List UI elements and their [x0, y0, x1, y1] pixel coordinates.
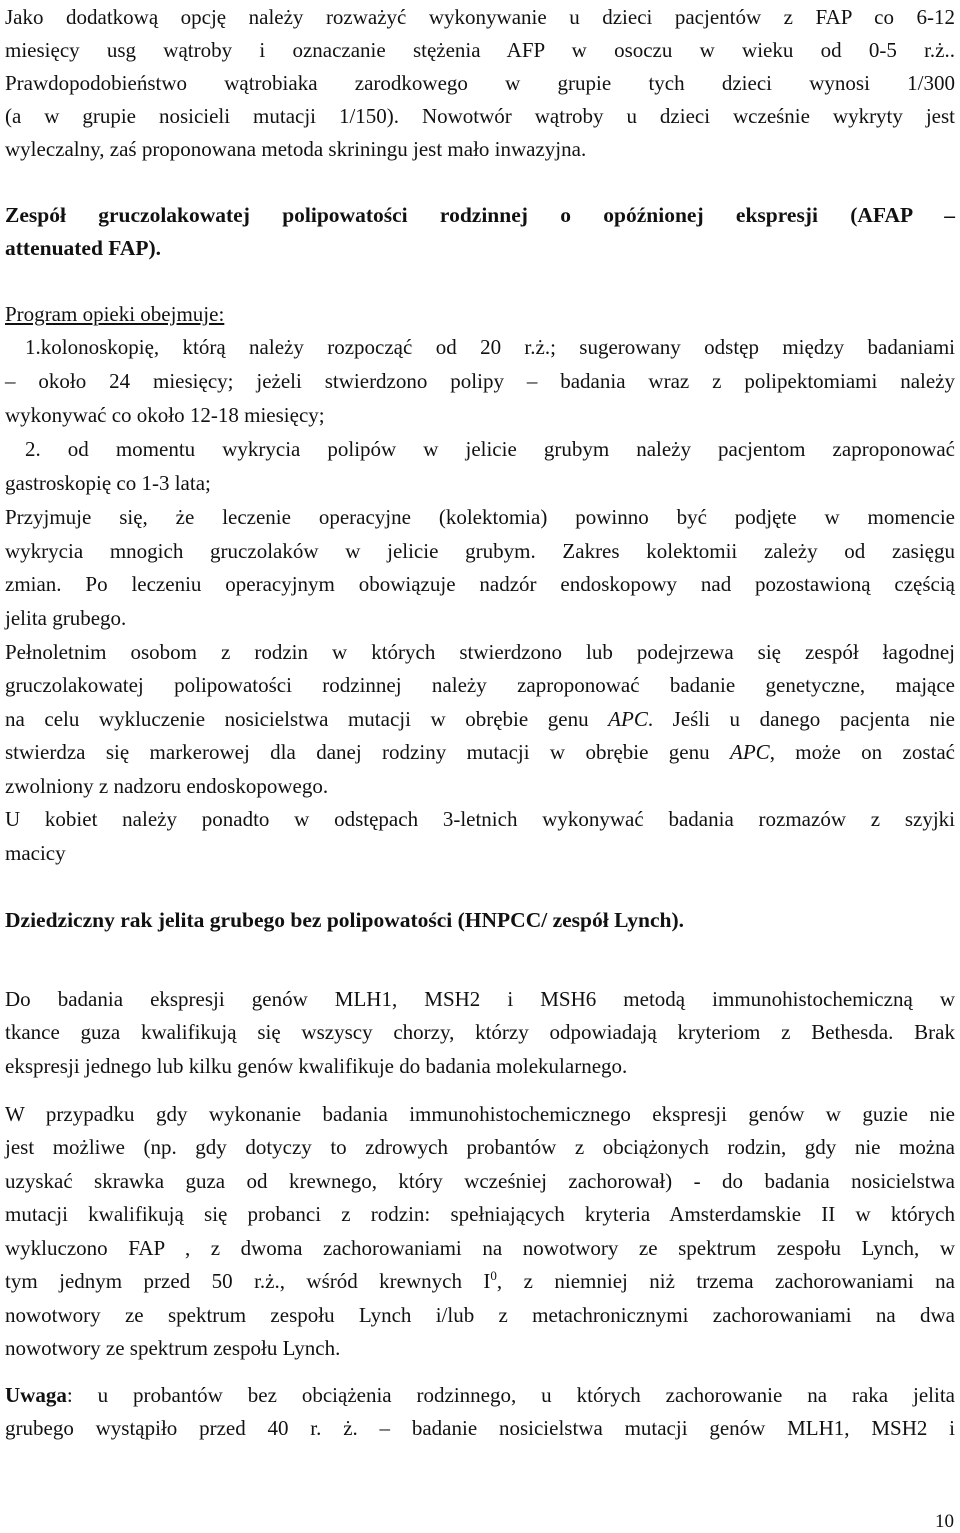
text-line: wyleczalny, zaś proponowana metoda skriningu jest mało inwazyjna.: [5, 137, 587, 161]
text-line: nowotwory ze spektrum zespołu Lynch.: [5, 1336, 341, 1360]
gene-name-italic: APC: [608, 707, 648, 731]
text-line: zwolniony z nadzoru endoskopowego.: [5, 774, 329, 798]
text-line: (a w grupie nosicieli mutacji 1/150). Nowotwór wątroby u dzieci wcześnie wykryty jest: [5, 104, 955, 128]
program-item-1-cont: wykonywać co około 12-18 miesięcy;: [5, 403, 325, 427]
text-line: [5, 1378, 955, 1412]
section-heading-hnpcc: Dziedziczny rak jelita grubego bez polipowatości (HNPCC/ zespół Lynch).: [5, 908, 684, 932]
heading-line: attenuated FAP).: [5, 236, 162, 260]
text-line: macicy: [5, 841, 66, 865]
text-line: mutacji kwalifikują się probanci z rodzin: spełniających kryteria Amsterdamskie II w których: [5, 1202, 955, 1226]
program-item-1-cont: – około 24 miesięcy; jeżeli stwierdzono polipy – badania wraz z polipektomiami należy: [5, 369, 955, 393]
text-line: ekspresji jednego lub kilku genów kwalifikuje do badania molekularnego.: [5, 1054, 628, 1078]
text-line: jest możliwe (np. gdy dotyczy to zdrowych probantów z obciążonych rodzin, gdy nie można: [5, 1135, 955, 1159]
program-item-1: 1.kolonoskopię, którą należy rozpocząć od 20 r.ż.; sugerowany odstęp między badaniami: [25, 335, 955, 359]
care-program-title: Program opieki obejmuje:: [5, 302, 225, 326]
text-line: U kobiet należy ponadto w odstępach 3-letnich wykonywać badania rozmazów z szyjki: [5, 807, 955, 831]
text-line: jelita grubego.: [5, 606, 127, 630]
text-line: Do badania ekspresji genów MLH1, MSH2 i MSH6 metodą immunohistochemiczną w: [5, 987, 955, 1011]
text-span: tym jednym przed 50 r.ż., wśród krewnych I: [5, 1269, 491, 1293]
program-item-2-cont: gastroskopię co 1-3 lata;: [5, 471, 211, 495]
text-line: nowotwory ze spektrum zespołu Lynch i/lub z metachronicznymi zachorowaniami na dwa: [5, 1303, 955, 1327]
text-line: Pełnoletnim osobom z rodzin w których stwierdzono lub podejrzewa się zespół łagodnej: [5, 640, 955, 664]
text-line: [5, 702, 955, 736]
text-line: Jako dodatkową opcję należy rozważyć wykonywanie u dzieci pacjentów z FAP co 6-12: [5, 5, 955, 29]
text-line: gruczolakowatej polipowatości rodzinnej należy zaproponować badanie genetyczne, mające: [5, 673, 955, 697]
text-line: wykrycia mnogich gruczolaków w jelicie grubym. Zakres kolektomii zależy od zasięgu: [5, 539, 955, 563]
text-line: Prawdopodobieństwo wątrobiaka zarodkowego w grupie tych dzieci wynosi 1/300: [5, 71, 955, 95]
text-span: na celu wykluczenie nosicielstwa mutacji w obrębie genu: [5, 707, 609, 731]
text-line: Przyjmuje się, że leczenie operacyjne (kolektomia) powinno być podjęte w momencie: [5, 505, 955, 529]
text-span: . Jeśli u danego pacjenta nie: [647, 707, 955, 731]
text-span: , może on zostać: [769, 740, 955, 764]
text-span: : u probantów bez obciążenia rodzinnego, u których zachorowanie na raka jelita: [66, 1383, 955, 1407]
text-line: wykluczono FAP , z dwoma zachorowaniami na nowotwory ze spektrum zespołu Lynch, w: [5, 1236, 955, 1260]
note-label: Uwaga: [5, 1383, 67, 1407]
text-line: [5, 1264, 955, 1298]
gene-name-italic: APC: [730, 740, 770, 764]
program-item-2: 2. od momentu wykrycia polipów w jelicie grubym należy pacjentom zaproponować: [25, 437, 955, 461]
text-line: miesięcy usg wątroby i oznaczanie stężenia AFP w osoczu w wieku od 0-5 r.ż..: [5, 38, 955, 62]
superscript: 0: [490, 1268, 497, 1283]
text-line: tkance guza kwalifikują się wszyscy chorzy, którzy odpowiadają kryteriom z Bethesda. Brak: [5, 1020, 955, 1044]
text-line: grubego wystąpiło przed 40 r. ż. – badanie nosicielstwa mutacji genów MLH1, MSH2 i: [5, 1416, 955, 1440]
text-line: [5, 735, 955, 769]
text-span: , z niemniej niż trzema zachorowaniami na: [496, 1269, 955, 1293]
text-line: W przypadku gdy wykonanie badania immunohistochemicznego ekspresji genów w guzie nie: [5, 1102, 955, 1126]
text-span: stwierdza się markerowej dla danej rodziny mutacji w obrębie genu: [5, 740, 731, 764]
heading-line: Zespół gruczolakowatej polipowatości rodzinnej o opóźnionej ekspresji (AFAP –: [5, 203, 955, 227]
page-number: 10: [935, 1511, 954, 1532]
text-line: uzyskać skrawka guza od krewnego, który wcześniej zachorował) - do badania nosicielstwa: [5, 1169, 955, 1193]
text-line: zmian. Po leczeniu operacyjnym obowiązuje nadzór endoskopowy nad pozostawioną częścią: [5, 572, 955, 596]
